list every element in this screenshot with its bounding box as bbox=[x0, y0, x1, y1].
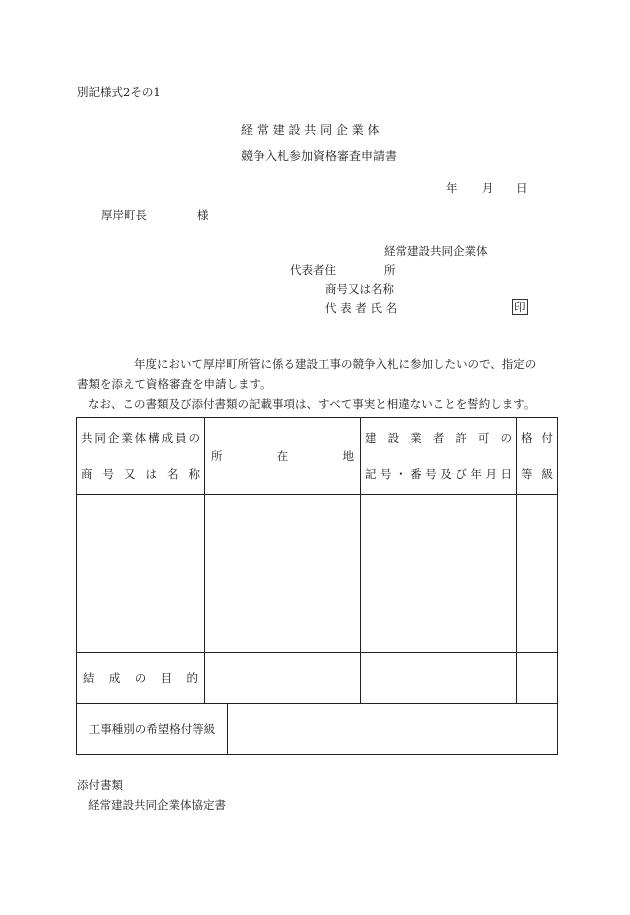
addressee-name: 厚岸町長 bbox=[101, 208, 147, 222]
header-location-label: 所 在 地 bbox=[211, 449, 354, 463]
header-trade-name-line2: 商 号 又 は 名 称 bbox=[81, 467, 200, 481]
member-grade-cell[interactable] bbox=[517, 495, 558, 653]
applicant-entity: 経常建設共同企業体 bbox=[384, 244, 488, 258]
attachments-heading: 添付書類 bbox=[77, 778, 123, 792]
header-license-line1: 建 設 業 者 許 可 の bbox=[365, 431, 512, 445]
member-name-cell[interactable] bbox=[77, 495, 205, 653]
header-trade-name bbox=[77, 418, 205, 495]
member-table bbox=[76, 417, 558, 755]
applicant-rep-name-label: 代 表 者 氏 名 bbox=[325, 301, 398, 315]
header-grade-line1: 格 付 bbox=[521, 431, 553, 445]
header-location bbox=[205, 418, 361, 495]
header-license-line2: 記号・番号及び年月日 bbox=[365, 467, 512, 481]
date-year: 年 bbox=[446, 181, 458, 195]
applicant-trade-name-label: 商号又は名称 bbox=[325, 282, 394, 296]
header-license bbox=[361, 418, 517, 495]
purpose-row bbox=[77, 653, 558, 704]
title-line2: 競争入札参加資格審査申請書 bbox=[241, 149, 398, 163]
purpose-value-cell-2[interactable] bbox=[361, 653, 517, 704]
body-paragraph-2: なお、この書類及び添付書類の記載事項は、すべて事実と相違ないことを誓約します。 bbox=[88, 397, 536, 411]
purpose-value-cell-3[interactable] bbox=[517, 653, 558, 704]
table-header-row bbox=[77, 418, 558, 495]
header-grade bbox=[517, 418, 558, 495]
grade-value-cell[interactable] bbox=[228, 704, 557, 754]
table-row bbox=[77, 495, 558, 653]
purpose-label: 結 成 の 目 的 bbox=[83, 671, 198, 685]
form-code: 別記様式2その1 bbox=[77, 85, 161, 99]
body-paragraph-1-cont: 書類を添えて資格審査を申請します。 bbox=[77, 377, 272, 391]
grade-row-cell bbox=[77, 704, 558, 755]
addressee-honorific: 様 bbox=[197, 208, 209, 222]
title-line1: 経 常 建 設 共 同 企 業 体 bbox=[241, 123, 380, 137]
seal-mark: 印 bbox=[514, 300, 526, 314]
applicant-address-label-suffix: 所 bbox=[384, 263, 396, 277]
header-trade-name-line1: 共同企業体構成員の bbox=[81, 431, 200, 445]
grade-row bbox=[77, 704, 558, 755]
applicant-address-label: 代表者住 bbox=[290, 263, 336, 277]
purpose-value-cell[interactable] bbox=[205, 653, 361, 704]
member-license-cell[interactable] bbox=[361, 495, 517, 653]
header-grade-line2: 等 級 bbox=[521, 467, 553, 481]
grade-label-cell bbox=[77, 704, 228, 754]
purpose-label-cell bbox=[77, 653, 205, 704]
member-location-cell[interactable] bbox=[205, 495, 361, 653]
date-month: 月 bbox=[482, 181, 494, 195]
date-day: 日 bbox=[516, 181, 528, 195]
body-paragraph-1: 年度において厚岸町所管に係る建設工事の競争入札に参加したいので、指定の bbox=[134, 357, 537, 371]
grade-label: 工事種別の希望格付等級 bbox=[88, 722, 216, 736]
attachments-item: 経常建設共同企業体協定書 bbox=[88, 798, 226, 812]
